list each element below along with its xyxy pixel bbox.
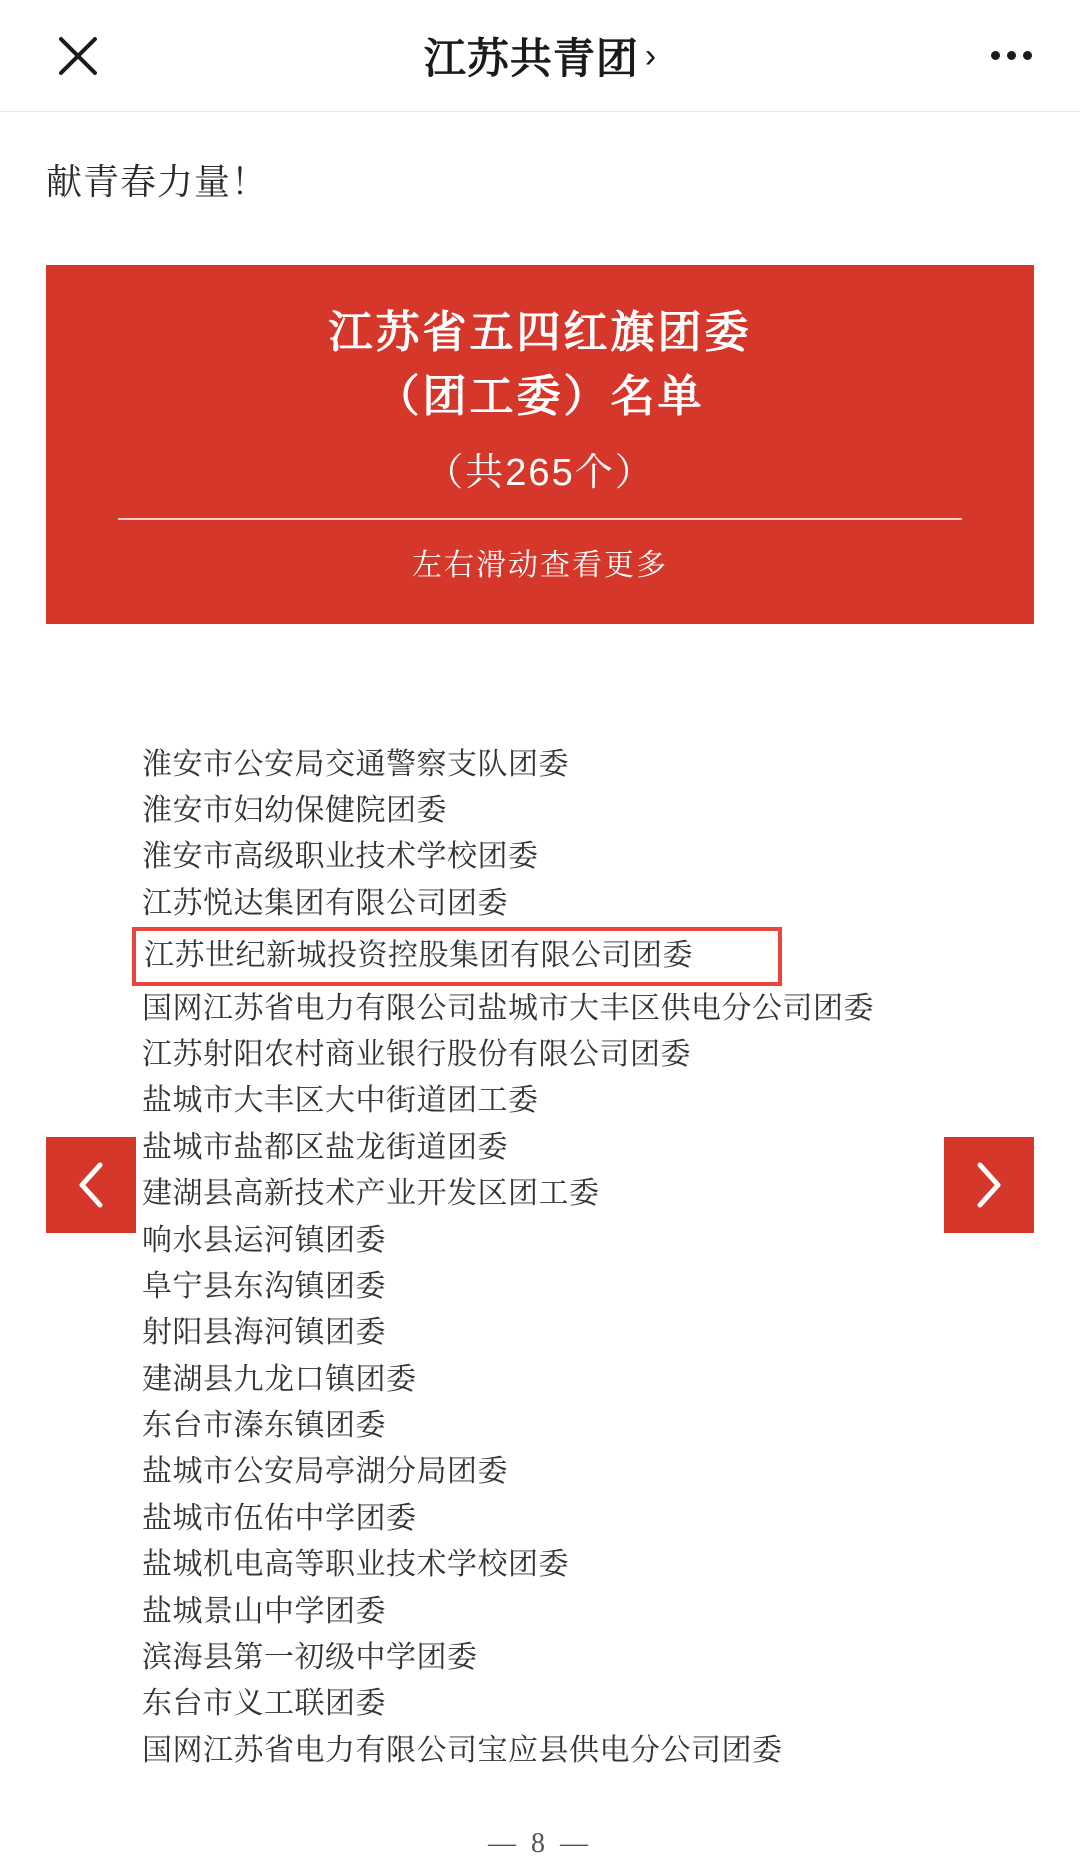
chevron-right-icon: [972, 1159, 1006, 1211]
banner-swipe-hint: 左右滑动查看更多: [412, 548, 668, 582]
banner-divider: [118, 518, 962, 520]
list-item: 国网江苏省电力有限公司盐城市大丰区供电分公司团委: [142, 991, 874, 1025]
list-item: 国网江苏省电力有限公司宝应县供电分公司团委: [142, 1733, 783, 1767]
close-icon[interactable]: [48, 26, 108, 86]
list-item: 盐城机电高等职业技术学校团委: [142, 1548, 569, 1582]
top-navigation-bar: [0, 0, 1080, 112]
list-item: 东台市义工联团委: [142, 1687, 386, 1721]
page-number: — 8 —: [488, 1828, 592, 1860]
chevron-right-icon: ›: [644, 36, 657, 75]
list-item: 东台市溱东镇团委: [142, 1409, 386, 1443]
list-item: 江苏悦达集团有限公司团委: [142, 886, 508, 920]
list-item: 江苏世纪新城投资控股集团有限公司团委: [132, 927, 782, 985]
list-item: 响水县运河镇团委: [142, 1223, 386, 1257]
lead-paragraph: 献青春力量！: [46, 161, 269, 202]
list-item: 盐城市盐都区盐龙街道团委: [142, 1130, 508, 1164]
banner-title-line-2: （团工委）名单: [375, 371, 705, 421]
more-dot: [1023, 51, 1032, 60]
list-item: 淮安市高级职业技术学校团委: [142, 840, 539, 874]
honor-list-banner: [46, 265, 1034, 624]
more-dot: [1007, 51, 1016, 60]
list-item: 江苏射阳农村商业银行股份有限公司团委: [142, 1037, 691, 1071]
list-item: 盐城市伍佑中学团委: [142, 1501, 417, 1535]
more-options-icon[interactable]: [972, 26, 1032, 86]
carousel-next-button[interactable]: [944, 1137, 1034, 1233]
organization-name-list: [0, 742, 1080, 1775]
banner-total-count: （共265个）: [425, 451, 655, 494]
carousel-prev-button[interactable]: [46, 1137, 136, 1233]
banner-title-line-1: 江苏省五四红旗团委: [328, 308, 752, 357]
list-item: 盐城市公安局亭湖分局团委: [142, 1455, 508, 1489]
list-item: 盐城景山中学团委: [142, 1594, 386, 1628]
more-dot: [991, 51, 1000, 60]
account-title-group[interactable]: [108, 26, 972, 86]
list-item: 建湖县九龙口镇团委: [142, 1362, 417, 1396]
chevron-left-icon: [74, 1159, 108, 1211]
list-item: 阜宁县东沟镇团委: [142, 1269, 386, 1303]
list-item: 射阳县海河镇团委: [142, 1316, 386, 1350]
list-item: 淮安市公安局交通警察支队团委: [142, 747, 569, 781]
list-item: 建湖县高新技术产业开发区团工委: [142, 1177, 600, 1211]
article-body: [0, 112, 1080, 1860]
list-item: 滨海县第一初级中学团委: [142, 1641, 478, 1675]
list-item: 盐城市大丰区大中街道团工委: [142, 1084, 539, 1118]
page-title: 江苏共青团: [423, 34, 639, 82]
list-item: 淮安市妇幼保健院团委: [142, 793, 447, 827]
